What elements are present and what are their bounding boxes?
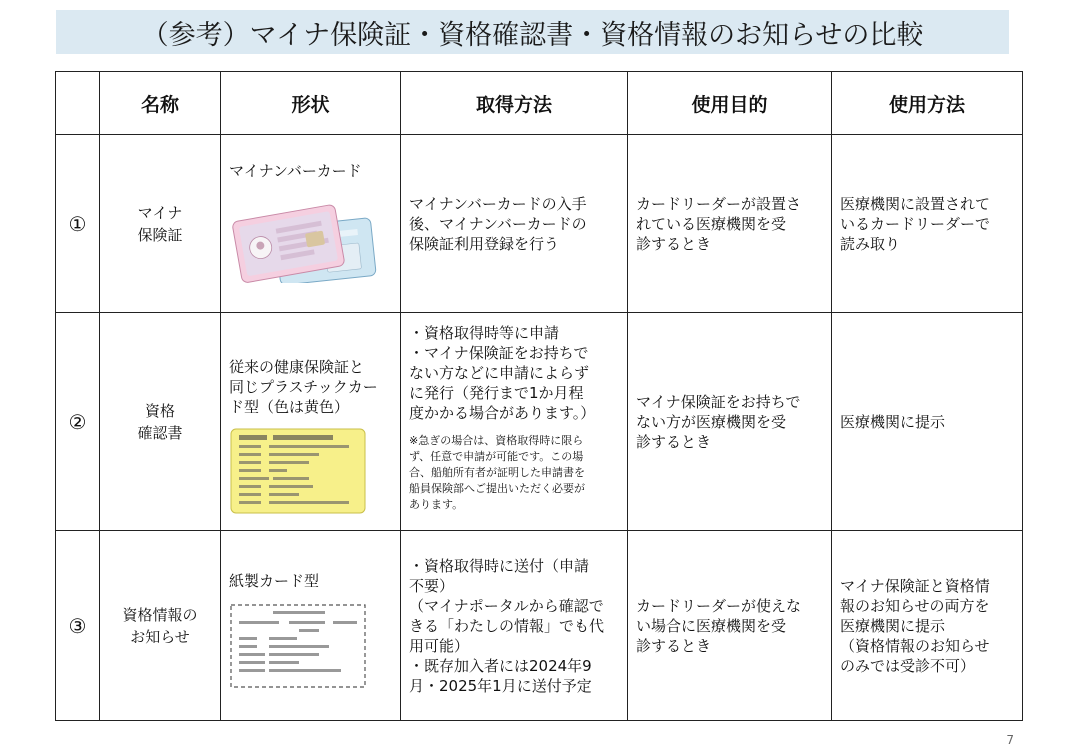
table-row xyxy=(56,313,1023,531)
row-shape: 紙製カード型 xyxy=(221,531,401,721)
header-purpose: 使用目的 xyxy=(628,72,832,135)
row-usage: 医療機関に提示 xyxy=(832,313,1023,531)
row-number: ② xyxy=(56,313,100,531)
slide-title: （参考）マイナ保険証・資格確認書・資格情報のお知らせの比較 xyxy=(56,10,1009,54)
row-usage: 医療機関に設置されて いるカードリーダーで 読み取り xyxy=(832,135,1023,313)
yellow-card-illustration xyxy=(229,427,392,520)
header-blank xyxy=(56,72,100,135)
page-number: 7 xyxy=(1006,733,1014,747)
header-shape: 形状 xyxy=(221,72,401,135)
mynumber-card-illustration xyxy=(229,201,392,288)
method-note: ※急ぎの場合は、資格取得時に限ら ず、任意で申請が可能です。この場 合、船舶所有者が証明した申請書を 船員保険部へご提出いただく必要が あります。 xyxy=(409,434,585,511)
row-name: 資格情報の お知らせ xyxy=(100,531,221,721)
header-method: 取得方法 xyxy=(401,72,628,135)
row-purpose: カードリーダーが使えな い場合に医療機関を受 診するとき xyxy=(628,531,832,721)
row-name: マイナ 保険証 xyxy=(100,135,221,313)
row-method: マイナンバーカードの入手 後、マイナンバーカードの 保険証利用登録を行う xyxy=(401,135,628,313)
table-row xyxy=(56,531,1023,721)
row-method: ・資格取得時に送付（申請 不要） （マイナポータルから確認で きる「わたしの情報」でも代 用可能） ・既存加入者には2024年9 月・2025年1月に送付予定 xyxy=(401,531,628,721)
row-method: ・資格取得時等に申請 ・マイナ保険証をお持ちで ない方などに申請によらず に発行（発行まで1か月程 度かかる場合があります。） ※急ぎの場合は、資格取得時に限ら ず、任意で申請が可能です。この場 合、船舶所有者が証明した申請書を 船員保険部へご提出いただく必要が あります。 xyxy=(401,313,628,531)
row-number: ① xyxy=(56,135,100,313)
paper-card-illustration xyxy=(229,603,392,694)
table-row xyxy=(56,135,1023,313)
row-shape: マイナンバーカード xyxy=(221,135,401,313)
comparison-table xyxy=(55,71,1023,721)
row-purpose: カードリーダーが設置さ れている医療機関を受 診するとき xyxy=(628,135,832,313)
row-usage: マイナ保険証と資格情 報のお知らせの両方を 医療機関に提示 （資格情報のお知らせ のみでは受診不可） xyxy=(832,531,1023,721)
header-name: 名称 xyxy=(100,72,221,135)
row-number: ③ xyxy=(56,531,100,721)
row-shape: 従来の健康保険証と 同じプラスチックカー ド型（色は黄色） xyxy=(221,313,401,531)
header-row xyxy=(56,72,1023,135)
header-usage: 使用方法 xyxy=(832,72,1023,135)
row-name: 資格 確認書 xyxy=(100,313,221,531)
row-purpose: マイナ保険証をお持ちで ない方が医療機関を受 診するとき xyxy=(628,313,832,531)
